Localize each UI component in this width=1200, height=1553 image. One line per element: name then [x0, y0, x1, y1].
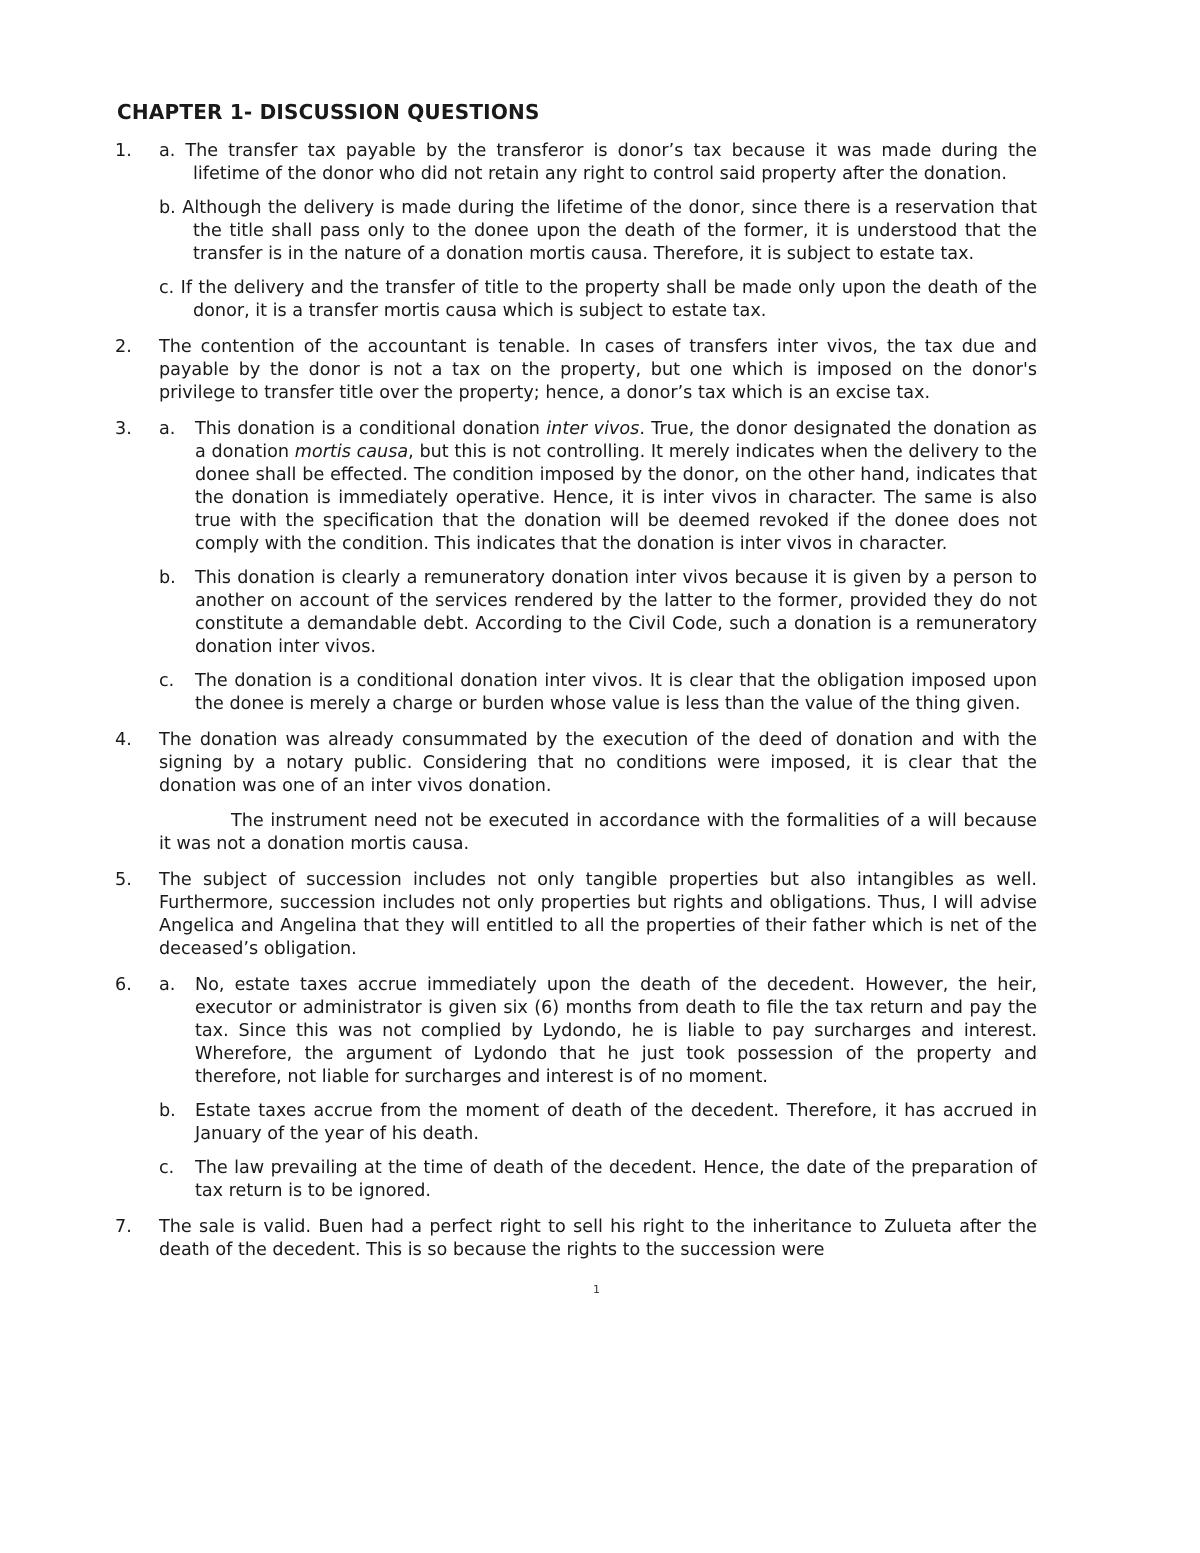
answer-3b: b. This donation is clearly a remuneratory donation inter vivos because it is given by a person to another on account of the services rendered by the latter to the former, provided they do not constitute a demandable debt. According to the Civil Code, such a donation is a remuneratory donation inter vivos.: [159, 568, 1037, 657]
item-number: 5.: [115, 870, 132, 890]
answer-2: The contention of the accountant is tenable. In cases of transfers inter vivos, the tax due and payable by the donor is not a tax on the property, but one which is imposed on the donor's privilege to transfer title over the property; hence, a donor’s tax which is an excise tax.: [159, 337, 1037, 403]
sub-letter: b.: [159, 568, 176, 588]
answer-1b: b. Although the delivery is made during the lifetime of the donor, since there is a reservation that the title shall pass only to the donee upon the death of the former, it is understood that the transfer is in the nature of a donation mortis causa. Therefore, it is subject to estate tax.: [159, 198, 1037, 264]
item-number: 1.: [115, 141, 132, 161]
answer-6a: a. No, estate taxes accrue immediately upon the death of the decedent. However, the heir, executor or administrator is given six (6) months from death to file the tax return and pay the tax. Since this was not complied by Lydondo, he is liable to pay surcharges and interest. Wherefore, the argument of Lydondo that he just took possession of the property and therefore, not liable for surcharges and interest is of no moment.: [159, 975, 1037, 1087]
sub-letter: c.: [159, 1158, 175, 1178]
answer-4: The donation was already consummated by the execution of the deed of donation and with the signing by a notary public. Considering that no conditions were imposed, it is clear that the donation was one of an inter vivos donation.: [159, 730, 1037, 796]
question-item-1: [115, 140, 1037, 323]
question-item-2: [115, 336, 1037, 405]
item-number: 4.: [115, 730, 132, 750]
answer-3c: c. The donation is a conditional donation inter vivos. It is clear that the obligation imposed upon the donee is merely a charge or burden whose value is less than the value of the thing given.: [159, 671, 1037, 714]
sub-letter: a.: [159, 419, 176, 439]
item-number: 7.: [115, 1217, 132, 1237]
page-number-mark: 1: [593, 1283, 600, 1296]
question-item-5: [115, 869, 1037, 961]
item-number: 3.: [115, 419, 132, 439]
answer-6b: b. Estate taxes accrue from the moment of death of the decedent. Therefore, it has accrued in January of the year of his death.: [159, 1101, 1037, 1144]
question-item-6: [115, 974, 1037, 1203]
sub-letter: b.: [159, 1101, 176, 1121]
italic-term: mortis causa: [294, 442, 409, 462]
answer-3a: a. This donation is a conditional donation inter vivos. True, the donor designated the donation as a donation mortis causa, but this is not controlling. It merely indicates when the delivery to the donee shall be effected. The condition imposed by the donor, on the other hand, indicates that the donation is immediately operative. Hence, it is inter vivos in character. The same is also true with the specification that the donation will be deemed revoked if the donee does not comply with the condition. This indicates that the donation is inter vivos in character.: [159, 419, 1037, 554]
question-item-7: [115, 1216, 1037, 1262]
sub-letter: c.: [159, 671, 175, 691]
item-number: 2.: [115, 337, 132, 357]
answer-1a: a. The transfer tax payable by the transferor is donor’s tax because it was made during the lifetime of the donor who did not retain any right to control said property after the donation.: [159, 141, 1037, 184]
sub-letter: a.: [159, 975, 176, 995]
answer-5: The subject of succession includes not only tangible properties but also intangibles as well. Furthermore, succession includes not only properties but rights and obligations. Thus, I will advise Angelica and Angelina that they will entitled to all the properties of their father which is net of the deceased’s obligation.: [159, 870, 1037, 959]
answer-6c: c. The law prevailing at the time of death of the decedent. Hence, the date of the preparation of tax return is to be ignored.: [159, 1158, 1037, 1201]
italic-term: inter vivos: [546, 419, 640, 439]
answer-4-continued: The instrument need not be executed in accordance with the formalities of a will because it was not a donation mortis causa.: [159, 811, 1037, 854]
item-number: 6.: [115, 975, 132, 995]
page-title: CHAPTER 1- DISCUSSION QUESTIONS: [117, 100, 540, 124]
question-item-4: [115, 729, 1037, 856]
answer-1c: c. If the delivery and the transfer of title to the property shall be made only upon the death of the donor, it is a transfer mortis causa which is subject to estate tax.: [159, 278, 1037, 321]
question-item-3: [115, 418, 1037, 716]
document-body: [115, 140, 1037, 1262]
answer-7: The sale is valid. Buen had a perfect right to sell his right to the inheritance to Zulueta after the death of the decedent. This is so because the rights to the succession were: [159, 1217, 1037, 1260]
